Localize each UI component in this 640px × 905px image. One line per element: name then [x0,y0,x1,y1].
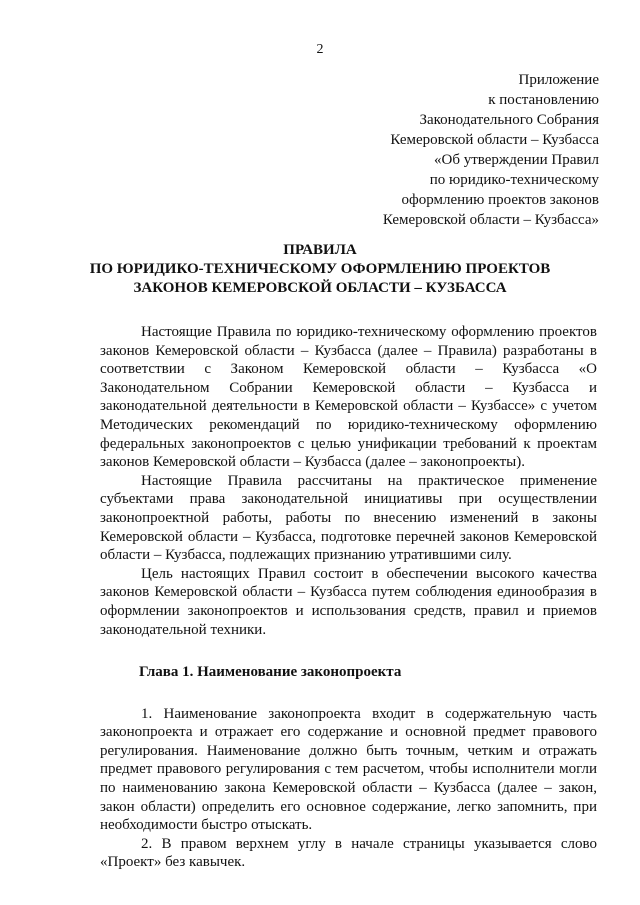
intro-paragraph: Цель настоящих Правил состоит в обеспечении высокого качества законов Кемеровской области – Кузбасса путем соблюдения единообразия в оформлении законопроектов и использования средств, правил и приемов законодательной техники. [100,565,597,638]
appendix-line: по юридико-техническому [429,172,599,188]
chapter-paragraph: 1. Наименование законопроекта входит в содержательную часть законопроекта и отражает его содержание и основной предмет правового регулирования. Наименование должно быть точным, четким и отражать предмет правового регулирования с тем расчетом, чтобы исполнители могли по наименованию закона Кемеровской области – Кузбасса (далее – закон, закон области) определить его основное содержание, легко запомнить, при необходимости быстро отыскать. [100,705,597,834]
appendix-line: «Об утверждении Правил [434,152,599,168]
document-title [60,241,580,298]
title-line: ПО ЮРИДИКО-ТЕХНИЧЕСКОМУ ОФОРМЛЕНИЮ ПРОЕКТОВ [89,261,551,277]
appendix-line: оформлению проектов законов [401,192,599,208]
chapter-paragraph: 2. В правом верхнем углу в начале страницы указывается слово «Проект» без кавычек. [100,835,597,871]
appendix-line: Законодательного Собрания [419,112,599,128]
page-number: 2 [316,42,324,57]
intro-paragraph: Настоящие Правила рассчитаны на практическое применение субъектами права законодательной инициативы при осуществлении законопроектной работы, работы по внесению изменений в законы Кемеровской области – Кузбасса, подготовке перечней законов Кемеровской области – Кузбасса, подлежащих признанию утратившими силу. [100,472,597,564]
appendix-line: Кемеровской области – Кузбасса» [382,212,599,228]
chapter-heading: Глава 1. Наименование законопроекта [139,664,402,681]
appendix-header [339,70,599,230]
title-line: ЗАКОНОВ КЕМЕРОВСКОЙ ОБЛАСТИ – КУЗБАССА [133,280,507,296]
appendix-line: к постановлению [488,92,599,108]
title-line: ПРАВИЛА [283,242,357,258]
appendix-line: Приложение [518,72,599,88]
appendix-line: Кемеровской области – Кузбасса [390,132,599,148]
intro-paragraph: Настоящие Правила по юридико-техническому оформлению проектов законов Кемеровской области – Кузбасса (далее – Правила) разработаны в соответствии с Законом Кемеровской области – Кузбасса «О Законодательном Собрании Кемеровской области – Кузбасса и законодательной деятельности в Кемеровской области – Кузбассе» с учетом Методических рекомендаций по юридико-техническому оформлению федеральных законопроектов с целью унификации требований к проектам законов Кемеровской области – Кузбасса (далее – законопроекты). [100,324,597,471]
document-body [100,323,597,872]
